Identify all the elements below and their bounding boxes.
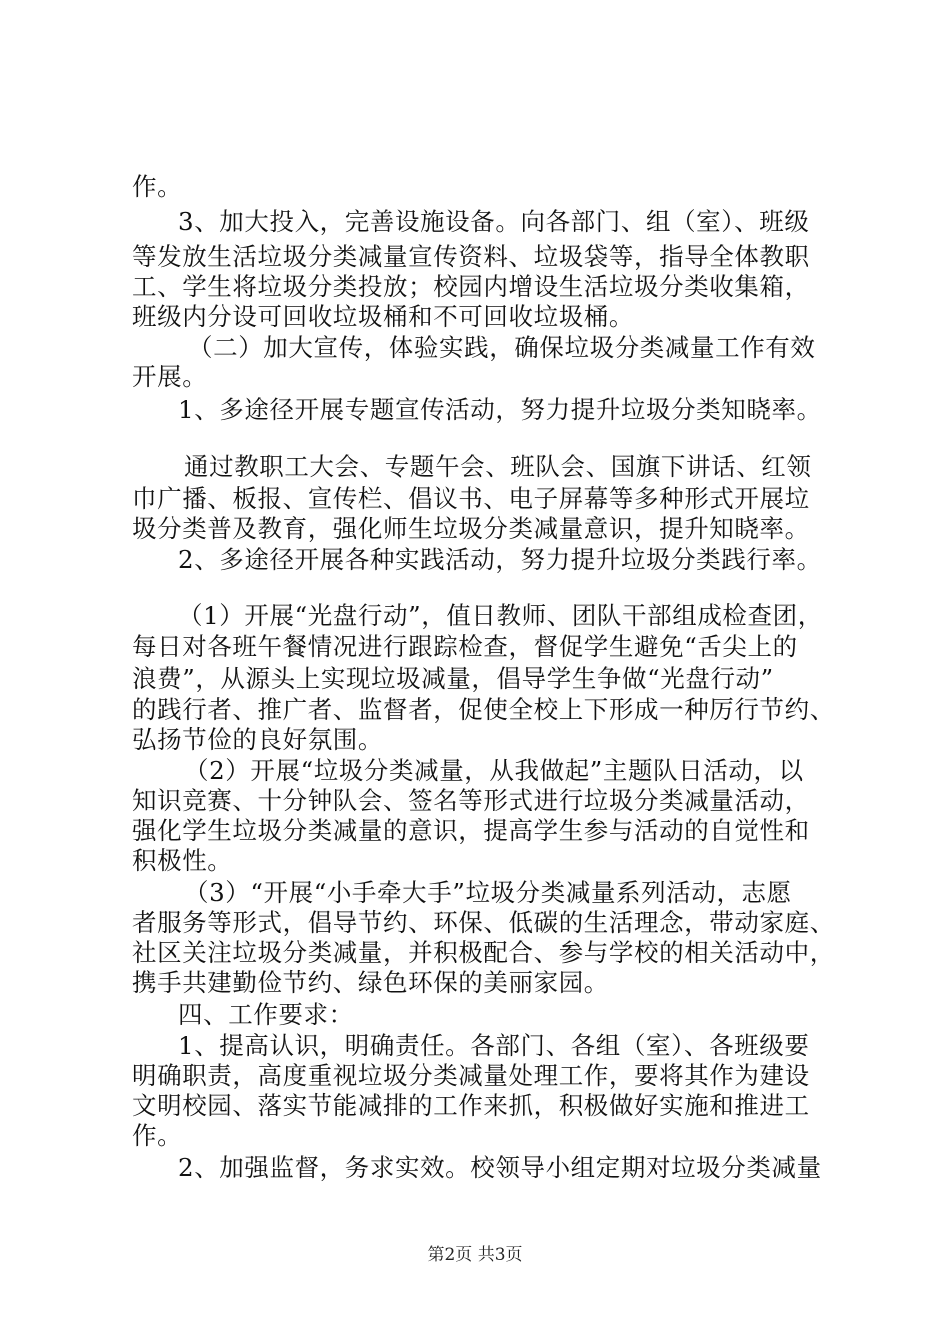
text-line: 班级内分设可回收垃圾桶和不可回收垃圾桶。 [132, 302, 634, 331]
text-line: 工、学生将垃圾分类投放；校园内增设生活垃圾分类收集箱， [132, 272, 810, 301]
text-line: 每日对各班午餐情况进行跟踪检查，督促学生避免“舌尖上的 [132, 632, 798, 661]
text-line: （二）加大宣传，体验实践，确保垃圾分类减量工作有效 [188, 333, 816, 362]
text-line: 的践行者、推广者、监督者，促使全校上下形成一种厉行节约、 [132, 695, 835, 724]
text-line: 2、多途径开展各种实践活动，努力提升垃圾分类践行率。 [178, 545, 822, 574]
text-line: 2、加强监督，务求实效。校领导小组定期对垃圾分类减量 [178, 1153, 822, 1182]
text-line: 浪费”，从源头上实现垃圾减量，倡导学生争做“光盘行动” [132, 664, 774, 693]
text-line: 作。 [132, 1121, 183, 1150]
text-line: 1、提高认识，明确责任。各部门、各组（室）、各班级要 [178, 1031, 810, 1060]
text-line: 等发放生活垃圾分类减量宣传资料、垃圾袋等，指导全体教职 [132, 242, 810, 271]
text-line: （2）开展“垃圾分类减量，从我做起”主题队日活动，以 [184, 756, 804, 785]
text-line: 3、加大投入，完善设施设备。向各部门、组（室）、班级 [178, 207, 810, 236]
text-line: 弘扬节俭的良好氛围。 [132, 725, 383, 754]
text-line: 明确职责，高度重视垃圾分类减量处理工作，要将其作为建设 [132, 1061, 810, 1090]
text-line: 圾分类普及教育，强化师生垃圾分类减量意识，提升知晓率。 [132, 514, 810, 543]
text-line: 作。 [132, 172, 183, 201]
text-line: （3）“开展“小手牵大手”垃圾分类减量系列活动，志愿 [184, 878, 792, 907]
text-line: 1、多途径开展专题宣传活动，努力提升垃圾分类知晓率。 [178, 395, 822, 424]
text-line: （1）开展“光盘行动”，值日教师、团队干部组成检查团， [178, 601, 823, 630]
text-line: 巾广播、板报、宣传栏、倡议书、电子屏幕等多种形式开展垃 [132, 484, 810, 513]
text-line: 强化学生垃圾分类减量的意识，提高学生参与活动的自觉性和 [132, 816, 810, 845]
text-line: 通过教职工大会、专题午会、班队会、国旗下讲话、红领 [184, 452, 812, 481]
text-line: 开展。 [132, 362, 208, 391]
text-line: 文明校园、落实节能减排的工作来抓，积极做好实施和推进工 [132, 1091, 810, 1120]
text-line: 积极性。 [132, 846, 233, 875]
text-line: 知识竞赛、十分钟队会、签名等形式进行垃圾分类减量活动， [132, 786, 810, 815]
text-line: 者服务等形式，倡导节约、环保、低碳的生活理念，带动家庭、 [132, 908, 835, 937]
text-line: 携手共建勤俭节约、绿色环保的美丽家园。 [132, 968, 609, 997]
text-line: 社区关注垃圾分类减量，并积极配合、参与学校的相关活动中， [132, 938, 835, 967]
page-number-footer: 第2页 共3页 [427, 1245, 523, 1265]
section-heading: 四、工作要求： [178, 1000, 354, 1029]
